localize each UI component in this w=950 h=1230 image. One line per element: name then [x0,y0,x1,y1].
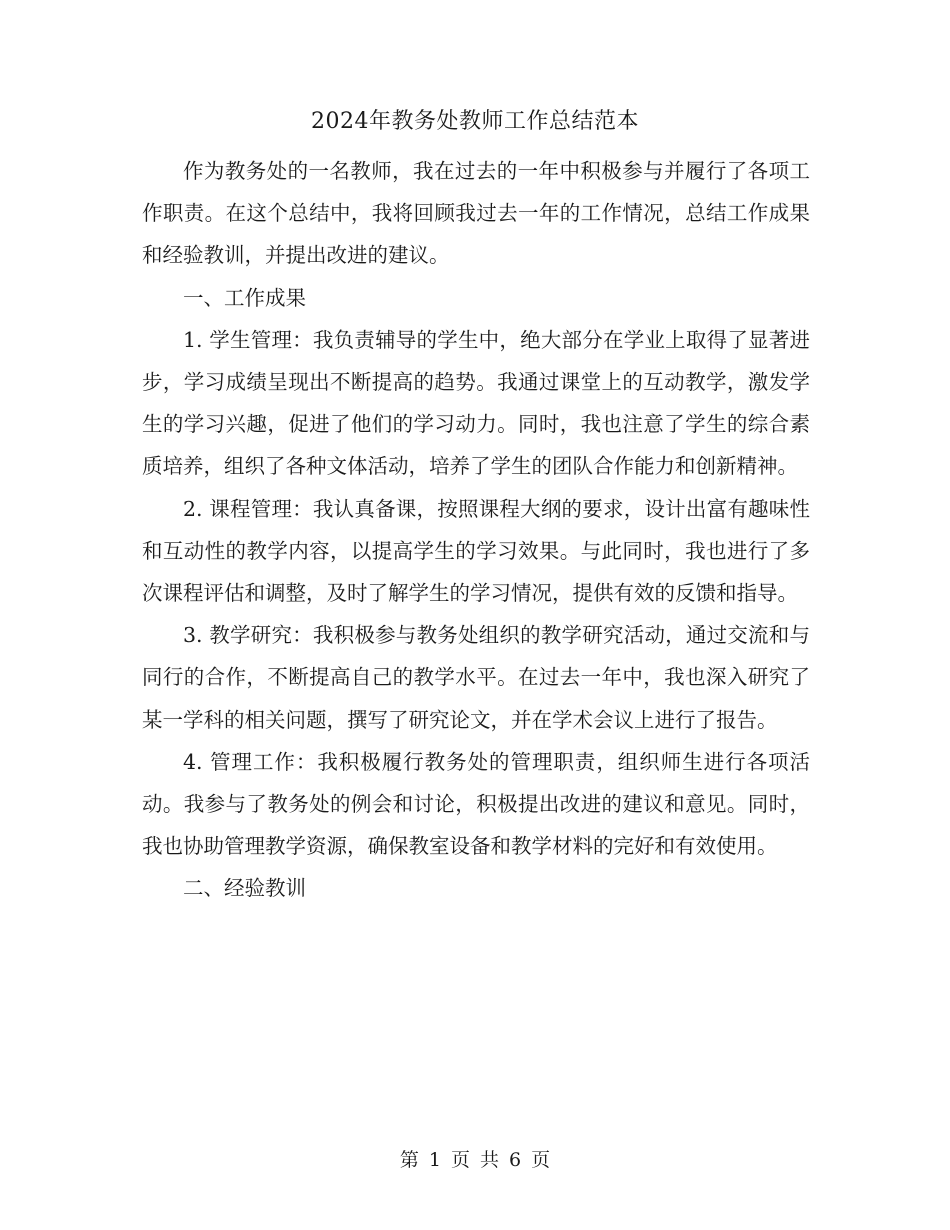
paragraph-teaching-research: 3. 教学研究：我积极参与教务处组织的教学研究活动，通过交流和与同行的合作，不断提高自己的教学水平。在过去一年中，我也深入研究了某一学科的相关问题，撰写了研究论文，并在学术会议上进行了报告。 [142,623,810,732]
document-body [142,150,810,910]
section-heading-lessons: 二、经验教训 [183,876,306,901]
paragraph-administration: 4. 管理工作：我积极履行教务处的管理职责，组织师生进行各项活动。我参与了教务处的例会和讨论，积极提出改进的建议和意见。同时，我也协助管理教学资源，确保教室设备和教学材料的完好和有效使用。 [142,749,810,859]
intro-paragraph: 作为教务处的一名教师，我在过去的一年中积极参与并履行了各项工作职责。在这个总结中，我将回顾我过去一年的工作情况，总结工作成果和经验教训，并提出改进的建议。 [142,159,810,268]
paragraph-student-management: 1. 学生管理：我负责辅导的学生中，绝大部分在学业上取得了显著进步，学习成绩呈现出不断提高的趋势。我通过课堂上的互动教学，激发学生的学习兴趣，促进了他们的学习动力。同时，我也注意了学生的综合素质培养，组织了各种文体活动，培养了学生的团队合作能力和创新精神。 [142,327,810,479]
page-footer: 第 1 页 共 6 页 [399,1149,551,1171]
document-title: 2024年教务处教师工作总结范本 [311,109,639,134]
section-heading-achievements: 一、工作成果 [183,285,306,310]
paragraph-course-management: 2. 课程管理：我认真备课，按照课程大纲的要求，设计出富有趣味性和互动性的教学内容，以提高学生的学习效果。与此同时，我也进行了多次课程评估和调整，及时了解学生的学习情况，提供有效的反馈和指导。 [142,496,810,606]
